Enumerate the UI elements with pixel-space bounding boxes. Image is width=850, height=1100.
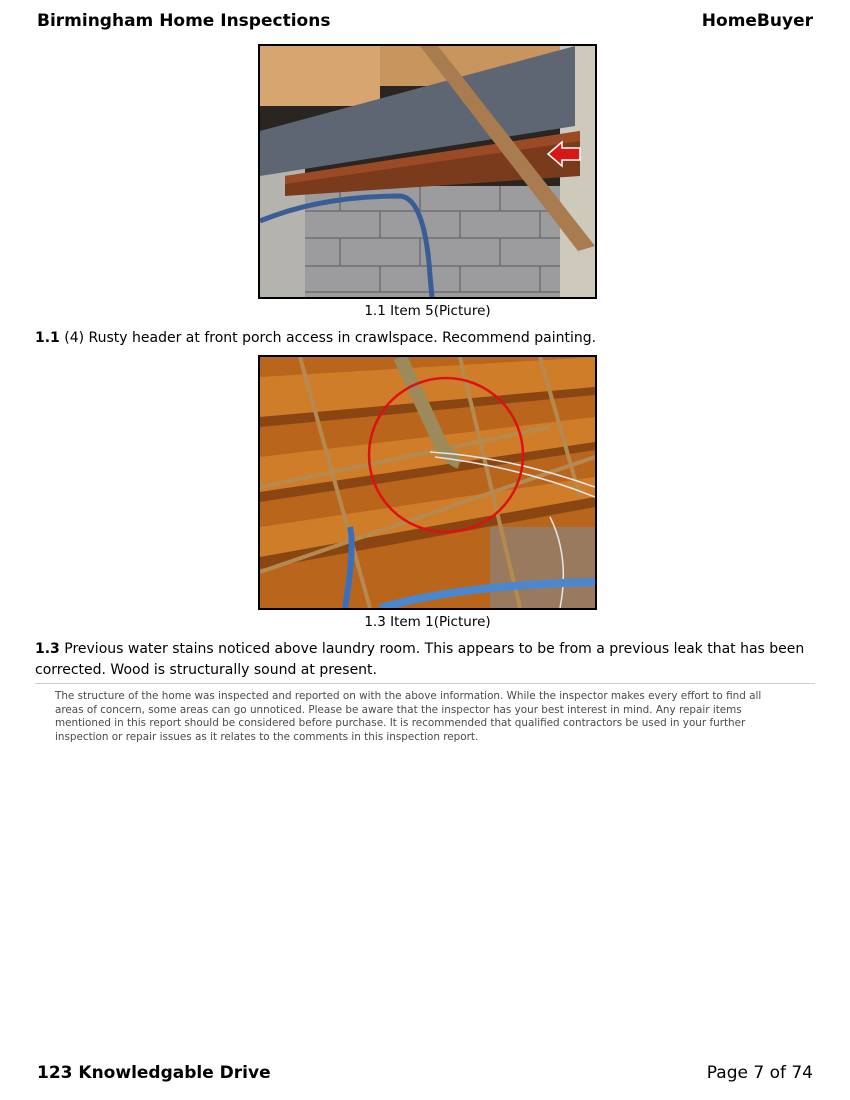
section-divider bbox=[35, 683, 815, 684]
property-address: 123 Knowledgable Drive bbox=[37, 1063, 271, 1083]
crawlspace-header-photo bbox=[258, 44, 597, 299]
inspection-comment bbox=[35, 328, 820, 349]
inspection-comment bbox=[35, 639, 820, 680]
laundry-ceiling-photo bbox=[258, 355, 597, 610]
item-text: Previous water stains noticed above laundry room. This appears to be from a previous leak that has been corrected. Wood is structurally sound at present. bbox=[35, 641, 805, 678]
company-name: Birmingham Home Inspections bbox=[37, 11, 331, 31]
disclaimer-text: The structure of the home was inspected and reported on with the above information. While the inspector makes every effort to find all areas of concern, some areas can go unnoticed. Please be aware that the inspector has your best interest in mind. Any repair items mentioned in this report should be considered before purchase. It is recommended that qualified contractors be used in your further inspection or repair issues as it relates to the comments in this inspection report. bbox=[55, 690, 762, 743]
photo-caption: 1.3 Item 1(Picture) bbox=[364, 614, 491, 630]
item-text: (4) Rusty header at front porch access in crawlspace. Recommend painting. bbox=[59, 330, 597, 346]
item-number: 1.1 bbox=[35, 330, 60, 346]
page-number: Page 7 of 74 bbox=[706, 1063, 813, 1083]
item-number: 1.3 bbox=[35, 641, 60, 657]
client-type: HomeBuyer bbox=[701, 11, 813, 31]
photo-caption: 1.1 Item 5(Picture) bbox=[364, 303, 491, 319]
